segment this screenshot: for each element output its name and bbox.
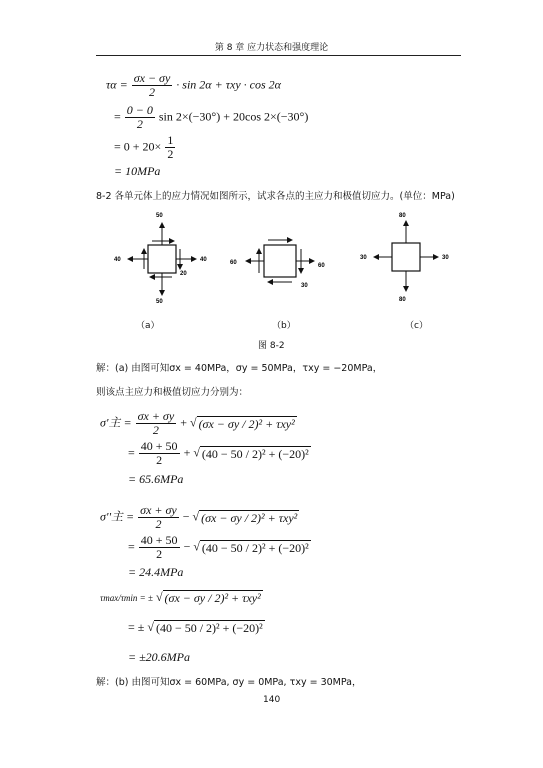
tau-l2-eq: = ± bbox=[128, 620, 145, 634]
running-header: 第 8 章 应力状态和强度理论 bbox=[214, 43, 329, 53]
c-bottom-label: 80 bbox=[399, 297, 406, 303]
sigma2-l2-den: 2 bbox=[156, 547, 163, 561]
eq1-line3 bbox=[114, 134, 176, 161]
b-left-label: 60 bbox=[230, 260, 237, 266]
eq1-l2-num: 0 − 0 bbox=[126, 103, 153, 117]
problem-statement: 8-2 各单元体上的应力情况如图所示，试求各点的主应力和极值切应力。(单位：MPa) bbox=[96, 191, 455, 202]
sigma2-sqrt: (σx − σy / 2)² + τxy² bbox=[201, 510, 298, 525]
sigma2-l2-sqrt: (40 − 50 / 2)² + (−20)² bbox=[201, 540, 309, 555]
header-rule bbox=[96, 55, 461, 56]
fig-c-caption: （c） bbox=[405, 321, 428, 331]
tau-result: = ±20.6MPa bbox=[128, 650, 191, 664]
sigma2-result: = 24.4MPa bbox=[128, 565, 184, 579]
sigma1-line2: = $\frac{40 + 50}{2}$ + √ (40 − 50 / 2)² + (−20)² bbox=[128, 439, 309, 467]
sigma2-frac-den: 2 bbox=[155, 517, 162, 531]
tau-sqrt: (σx − σy / 2)² + τxy² bbox=[164, 591, 261, 606]
c-right-label: 30 bbox=[442, 255, 449, 261]
eq1-line4: = 10MPa bbox=[114, 164, 161, 178]
sigma1-sqrt: (σx − σy / 2)² + τxy² bbox=[198, 416, 295, 431]
sigma2-op: − bbox=[182, 509, 190, 524]
sigma1-l2-num: 40 + 50 bbox=[140, 439, 178, 453]
sigma2-l2-num: 40 + 50 bbox=[140, 533, 178, 547]
solution-a-text: 则该点主应力和极值切应力分别为： bbox=[96, 387, 249, 398]
b-right-label: 60 bbox=[318, 263, 325, 269]
sigma2-lhs: σ''主 = bbox=[100, 509, 135, 524]
sigma1-lhs: σ'主 = bbox=[100, 415, 132, 430]
solution-b-intro: 解：(b) 由图可知σx = 60MPa, σy = 0MPa, τxy = 30MPa， bbox=[96, 677, 362, 688]
eq1-num: σx − σy bbox=[133, 71, 171, 85]
eq1-l2-den: 2 bbox=[136, 117, 143, 131]
sigma2-line2: = $\frac{40 + 50}{2}$ − √ (40 − 50 / 2)² + (−20)² bbox=[128, 533, 309, 561]
element-b bbox=[230, 240, 325, 289]
tau-line1: τmax/τmin = ± √ (σx − σy / 2)² + τxy² bbox=[100, 590, 261, 606]
sigma1-l2-sqrt: (40 − 50 / 2)² + (−20)² bbox=[201, 446, 309, 461]
sigma2-frac-num: σx + σy bbox=[140, 503, 177, 517]
a-shear-label: 20 bbox=[180, 271, 187, 277]
a-left-label: 40 bbox=[114, 257, 121, 263]
element-c bbox=[360, 213, 449, 303]
sigma1-frac-den: 2 bbox=[152, 423, 159, 437]
page-number: 140 bbox=[263, 695, 281, 705]
sigma2-line1: σ''主 = $\frac{\sigma x + \sigma y}{2}$ − √ (σx − σy / 2)² + τxy² bbox=[100, 503, 298, 531]
a-bottom-label: 50 bbox=[156, 299, 163, 305]
eq1-rest: · sin 2α + τxy · cos 2α bbox=[176, 77, 281, 92]
sigma1-line1: σ'主 = $\frac{\sigma x + \sigma y}{2}$ + √ (σx − σy / 2)² + τxy² bbox=[100, 409, 295, 437]
fig-a-caption: （a） bbox=[136, 321, 160, 331]
eq1-l3-num: 1 bbox=[167, 133, 174, 147]
sigma1-result: = 65.6MPa bbox=[128, 472, 184, 486]
eq1-l3-den: 2 bbox=[167, 147, 174, 161]
eq1-den: 2 bbox=[149, 85, 155, 99]
sigma1-op: + bbox=[180, 415, 187, 430]
eq1-line1 bbox=[106, 72, 281, 99]
element-a bbox=[114, 213, 207, 305]
stress-element-figure bbox=[96, 205, 466, 335]
tau-lhs: τmax/τmin = ± bbox=[100, 593, 153, 603]
solution-a-intro: 解：(a) 由图可知σx = 40MPa，σy = 50MPa，τxy = −20MPa， bbox=[96, 363, 383, 374]
sigma1-l2-den: 2 bbox=[156, 453, 163, 467]
tau-l2-sqrt: (40 − 50 / 2)² + (−20)² bbox=[155, 621, 263, 636]
eq1-l3-text: = 0 + 20× bbox=[114, 139, 162, 154]
fig-b-caption: （b） bbox=[272, 321, 296, 331]
tau-line2: = ± √ (40 − 50 / 2)² + (−20)² bbox=[128, 620, 263, 636]
a-top-label: 50 bbox=[156, 213, 163, 219]
eq1-lhs: τα = bbox=[106, 77, 128, 92]
c-top-label: 80 bbox=[399, 213, 406, 219]
sigma1-frac-num: σx + σy bbox=[137, 409, 175, 423]
c-left-label: 30 bbox=[360, 255, 367, 261]
eq1-line2: = $\frac{0 - 0}{2}$ sin 2×(−30°) + 20cos 2×(−30°) bbox=[114, 103, 309, 131]
a-right-label: 40 bbox=[200, 257, 207, 263]
eq1-l2-rest: sin 2×(−30°) + 20cos 2×(−30°) bbox=[158, 109, 309, 124]
b-shear-label: 30 bbox=[301, 283, 308, 289]
figure-caption: 图 8-2 bbox=[258, 341, 285, 351]
